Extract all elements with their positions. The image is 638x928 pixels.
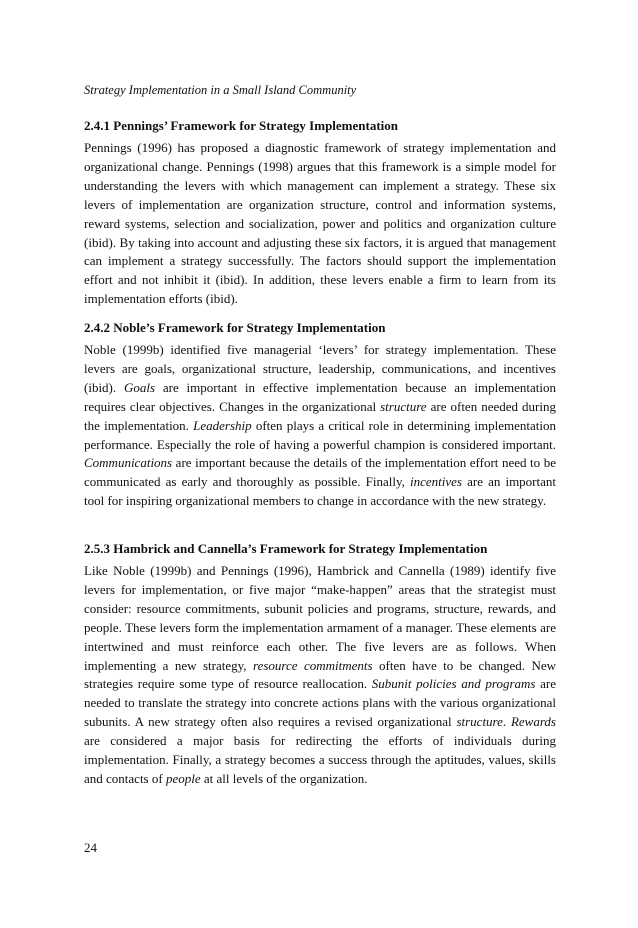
section-title: 2.4.2 Noble’s Framework for Strategy Implementation: [84, 320, 386, 335]
text-run: are needed to translate the strategy into concrete actions plans with the various organizational subunits. A new strategy often also requires a revised organizational: [84, 676, 556, 730]
emphasis-structure: structure: [456, 714, 503, 730]
emphasis-communications: Communications: [84, 455, 173, 471]
text-run: are important because the details of the implementation effort need to be communicated as early and thoroughly as possible. Finally,: [84, 455, 556, 490]
section-title: 2.5.3 Hambrick and Cannella’s Framework for Strategy Implementation: [84, 541, 488, 556]
text-run: are considered a major basis for redirecting the efforts of individuals during implementation. Finally, a strategy becomes a success through the aptitudes, values, skills and contacts of: [84, 733, 556, 786]
section-paragraph: [84, 341, 556, 511]
section-pennings: [84, 117, 556, 309]
emphasis-people: people: [165, 770, 201, 786]
running-head: Strategy Implementation in a Small Island Community: [84, 83, 357, 97]
text-run: Like Noble (1999b) and Pennings (1996), Hambrick and Cannella (1989) identify five levers for implementation, or five major “make-happen” areas that the strategist must consider: resource commitments, subunit policies and programs, structure, rewards, and people. These levers form the implementation armament of a manager. These elements are intertwined and must reinforce each other. The five levers are as follows. When implementing a new strategy,: [84, 563, 556, 673]
page-number: 24: [84, 840, 97, 855]
emphasis-resource-commitments: resource commitments: [253, 657, 373, 673]
emphasis-rewards: Rewards: [510, 714, 556, 730]
text-run: at all levels of the organization.: [200, 770, 368, 786]
section-noble: [84, 319, 556, 511]
section-title: 2.4.1 Pennings’ Framework for Strategy Implementation: [84, 118, 399, 133]
emphasis-structure: structure: [380, 398, 427, 414]
text-run: often have to be changed. New strategies require some type of resource reallocation.: [84, 657, 557, 692]
text-run: are an important tool for inspiring organizational members to change in accordance with the new strategy.: [84, 474, 557, 509]
section-hambrick-cannella: [84, 540, 556, 789]
text-run: are important in effective implementation because an implementation requires clear objectives. Changes in the organizational: [84, 379, 556, 414]
emphasis-subunit-policies: Subunit policies and programs: [371, 676, 536, 692]
text-run: often plays a critical role in determining implementation performance. Especially the role of having a powerful champion is considered important.: [84, 417, 556, 452]
text-run: Noble (1999b) identified five managerial ‘levers’ for strategy implementation. These levers are goals, organizational structure, leadership, communications, and incentives (ibid).: [84, 342, 556, 395]
text-run: .: [502, 714, 511, 730]
text-run: are often needed during the implementation.: [84, 398, 556, 433]
section-paragraph: Pennings (1996) has proposed a diagnostic framework of strategy implementation and organizational change. Pennings (1998) argues that this framework is a simple model for understanding the levers with which management can implement a strategy. These six levers of implementation are organization structure, control and information systems, reward systems, selection and socialization, power and politics and organization culture (ibid). By taking into account and adjusting these six factors, it is argued that management can implement a strategy successfully. The factors should support the implementation effort and not inhibit it (ibid). In addition, these levers enable a firm to learn from its implementation efforts (ibid).: [84, 140, 556, 307]
emphasis-incentives: incentives: [410, 474, 462, 490]
section-paragraph: [84, 562, 556, 789]
emphasis-leadership: Leadership: [193, 417, 252, 433]
emphasis-goals: Goals: [123, 379, 156, 395]
